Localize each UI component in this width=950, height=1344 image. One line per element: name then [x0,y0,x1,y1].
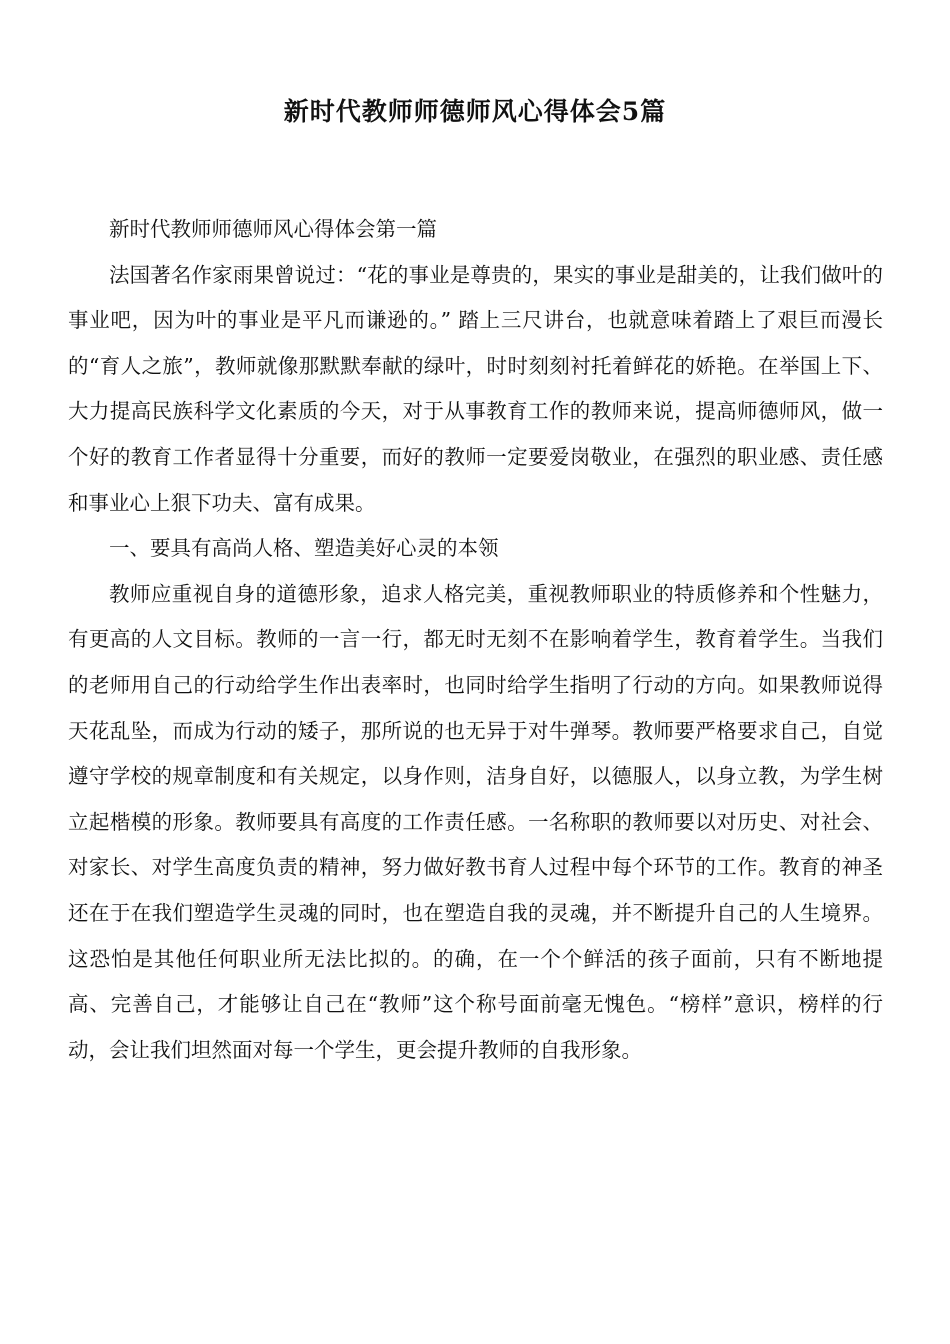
subheading-1: 一、要具有高尚人格、塑造美好心灵的本领 [109,536,499,561]
body-paragraph-1: 法国著名作家雨果曾说过：“花的事业是尊贵的，果实的事业是甜美的，让我们做叶的事业吧，因为叶的事业是平凡而谦逊的。” 踏上三尺讲台，也就意味着踏上了艰巨而漫长的“育人之旅”，教师就像那默默奉献的绿叶，时时刻刻衬托着鲜花的娇艳。在举国上下、大力提高民族科学文化素质的今天，对于从事教育工作的教师来说，提高师德师风，做一个好的教育工作者显得十分重要，而好的教师一定要爱岗敬业，在强烈的职业感、责任感和事业心上狠下功夫、富有成果。 [68,262,883,515]
body-paragraph-2: 教师应重视自身的道德形象，追求人格完美，重视教师职业的特质修养和个性魅力，有更高的人文目标。教师的一言一行，都无时无刻不在影响着学生，教育着学生。当我们的老师用自己的行动给学生作出表率时，也同时给学生指明了行动的方向。如果教师说得天花乱坠，而成为行动的矮子，那所说的也无异于对牛弹琴。教师要严格要求自己，自觉遵守学校的规章制度和有关规定，以身作则，洁身自好，以德服人，以身立教，为学生树立起楷模的形象。教师要具有高度的工作责任感。一名称职的教师要以对历史、对社会、对家长、对学生高度负责的精神，努力做好教书育人过程中每个环节的工作。教育的神圣还在于在我们塑造学生灵魂的同时，也在塑造自我的灵魂，并不断提升自己的人生境界。这恐怕是其他任何职业所无法比拟的。的确，在一个个鲜活的孩子面前，只有不断地提高、完善自己，才能够让自己在“教师”这个称号面前毫无愧色。“榜样”意识，榜样的行动，会让我们坦然面对每一个学生，更会提升教师的自我形象。 [68,581,883,1062]
document-body [68,207,883,1073]
section-heading: 新时代教师师德师风心得体会第一篇 [109,217,437,241]
document-title: 新时代教师师德师风心得体会5篇 [283,97,667,126]
